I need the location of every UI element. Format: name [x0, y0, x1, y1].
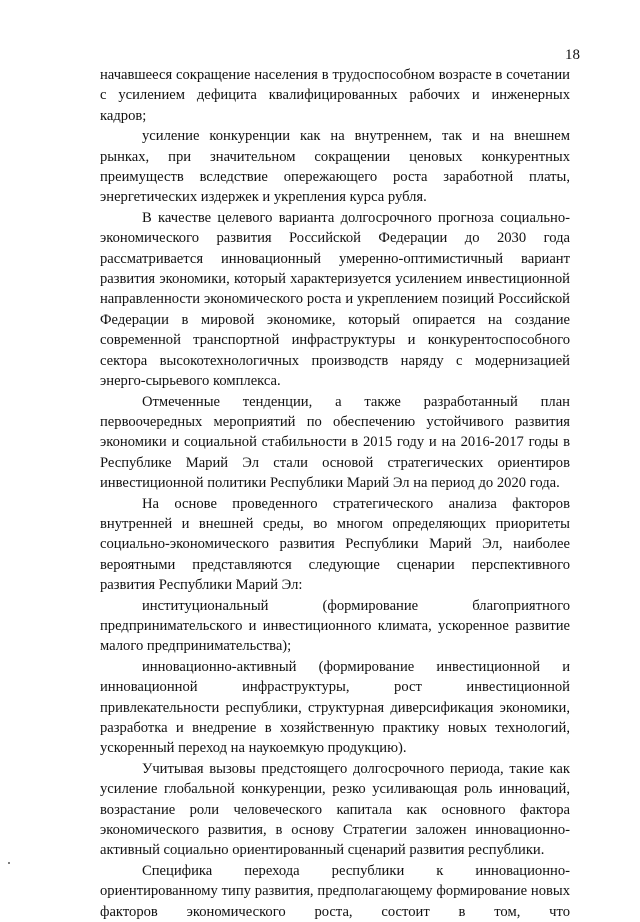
paragraph: институциональный (формирование благоприятного предпринимательского и инвестиционного климата, ускоренное развитие малого предпринимательства);	[100, 597, 570, 655]
paragraph: Специфика перехода республики к инновационно-ориентированному типу развития, предполагающему формирование новых факторов экономического роста, состоит в том, что	[100, 862, 570, 920]
paragraph: В качестве целевого варианта долгосрочного прогноза социально-экономического развития Российской Федерации до 2030 года рассматривается инновационный умеренно-оптимистичный вариант развития экономики, который характеризуется усилением инвестиционной направленности экономического роста и укреплением позиций Российской Федерации в мировой экономике, который опирается на создание современной транспортной инфраструктуры и конкурентоспособного сектора высокотехнологичных производств наряду с модернизацией энерго-сырьевого комплекса.	[100, 209, 570, 390]
paragraph: Отмеченные тенденции, а также разработанный план первоочередных мероприятий по обеспечению устойчивого развития экономики и социальной стабильности в 2015 году и на 2016-2017 годы в Республике Марий Эл стали основой стратегических ориентиров инвестиционной политики Республики Марий Эл на период до 2020 года.	[100, 393, 570, 492]
body-text	[100, 65, 570, 922]
paragraph: инновационно-активный (формирование инвестиционной и инновационной инфраструктуры, рост инвестиционной привлекательности республики, структурная диверсификация экономики, разработка и внедрение в хозяйственную практику новых технологий, ускоренный переход на наукоемкую продукцию).	[100, 658, 570, 757]
paragraph: начавшееся сокращение населения в трудоспособном возрасте в сочетании с усилением дефицита квалифицированных рабочих и инженерных кадров;	[100, 67, 570, 124]
paragraph: На основе проведенного стратегического анализа факторов внутренней и внешней среды, во многом определяющих приоритеты социально-экономического развития Республики Марий Эл, наиболее вероятными представляются следующие сценарии перспективного развития Республики Марий Эл:	[100, 495, 570, 594]
page-number: 18	[565, 47, 580, 63]
paragraph: усиление конкуренции как на внутреннем, так и на внешнем рынках, при значительном сокращении ценовых конкурентных преимуществ вследствие опережающего роста заработной платы, энергетических издержек и укрепления курса рубля.	[100, 128, 570, 206]
paragraph: Учитывая вызовы предстоящего долгосрочного периода, такие как усиление глобальной конкуренции, резко усиливающая роль инноваций, возрастание роли человеческого капитала как основного фактора экономического развития, в основу Стратегии заложен инновационно-активный социально ориентированный сценарий развития республики.	[100, 760, 570, 859]
scan-speck	[8, 862, 10, 864]
